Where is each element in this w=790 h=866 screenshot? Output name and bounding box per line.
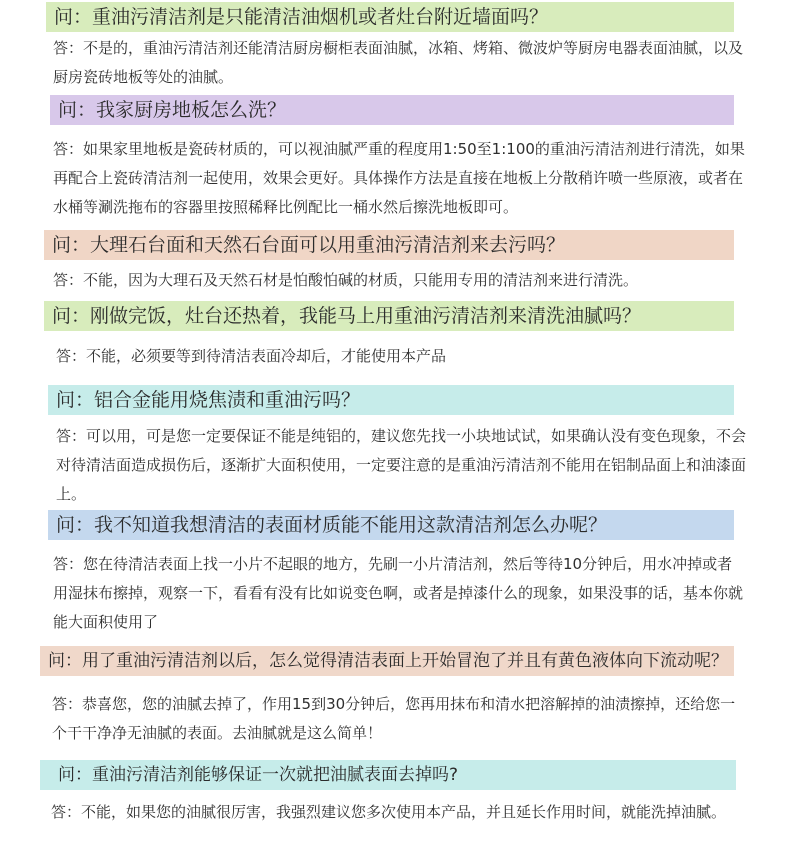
answer-7: 答：恭喜您，您的油腻去掉了，作用15到30分钟后，您再用抹布和清水把溶解掉的油渍擦掉，还给您一个干干净净无油腻的表面。去油腻就是这么简单！: [52, 695, 736, 742]
question-3: 问：大理石台面和天然石台面可以用重油污清洁剂来去污吗？: [44, 230, 734, 260]
answer-6: 答：您在待清洁表面上找一小片不起眼的地方，先刷一小片清洁剂，然后等待10分钟后，用水冲掉或者用湿抹布擦掉，观察一下，看看有没有比如说变色啊，或者是掉漆什么的现象，如果没事的话，基本你就能大面积使用了: [53, 555, 744, 631]
question-6: 问：我不知道我想清洁的表面材质能不能用这款清洁剂怎么办呢？: [48, 510, 734, 540]
question-8: 问：重油污清洁剂能够保证一次就把油腻表面去掉吗?: [40, 760, 736, 790]
question-4: 问：刚做完饭，灶台还热着，我能马上用重油污清洁剂来清洗油腻吗？: [44, 301, 734, 331]
answer-3: 答：不能，因为大理石及天然石材是怕酸怕碱的材质，只能用专用的清洁剂来进行清洗。: [53, 271, 639, 289]
answer-4: 答：不能，必须要等到待清洁表面冷却后，才能使用本产品: [56, 347, 447, 365]
answer-5: 答：可以用，可是您一定要保证不能是纯铝的，建议您先找一小块地试试，如果确认没有变色现象，不会对待清洁面造成损伤后，逐渐扩大面积使用，一定要注意的是重油污清洁剂不能用在铝制品面上和油漆面上。: [56, 427, 747, 503]
question-5: 问：铝合金能用烧焦渍和重油污吗？: [48, 385, 734, 415]
answer-8: 答：不能，如果您的油腻很厉害，我强烈建议您多次使用本产品，并且延长作用时间，就能洗掉油腻。: [51, 803, 727, 821]
answer-1: 答：不是的，重油污清洁剂还能清洁厨房橱柜表面油腻，冰箱、烤箱、微波炉等厨房电器表面油腻，以及厨房瓷砖地板等处的油腻。: [53, 39, 744, 86]
question-2: 问：我家厨房地板怎么洗？: [50, 95, 734, 125]
question-7: 问：用了重油污清洁剂以后，怎么觉得清洁表面上开始冒泡了并且有黄色液体向下流动呢？: [40, 646, 734, 676]
answer-2: 答：如果家里地板是瓷砖材质的，可以视油腻严重的程度用1:50至1:100的重油污清洁剂进行清洗，如果再配合上瓷砖清洁剂一起使用，效果会更好。具体操作方法是直接在地板上分散稍许喷一些原液，或者在水桶等涮洗拖布的容器里按照稀释比例配比一桶水然后擦洗地板即可。: [53, 140, 745, 216]
question-1: 问：重油污清洁剂是只能清洁油烟机或者灶台附近墙面吗？: [46, 2, 734, 32]
